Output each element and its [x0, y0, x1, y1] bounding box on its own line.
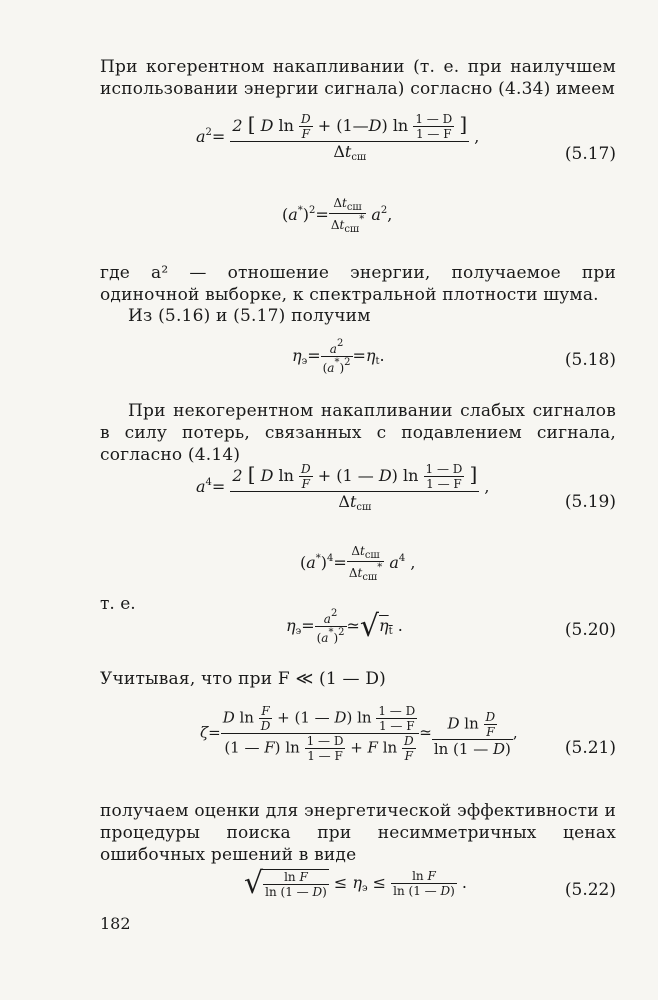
formula-eta: $\eta_э=$ $\frac{a^2}{(a^*)^2}$ $=\eta_t$.: [292, 338, 385, 375]
paragraph-coherent: При когерентном накапливании (т. е. при наилучшем использовании энергии сигнала) согласно (4.34) имеем: [100, 57, 616, 99]
paragraph-considering: Учитывая, что при F ≪ (1 — D): [100, 669, 386, 689]
paragraph-from: Из (5.16) и (5.17) получим: [128, 306, 371, 326]
formula-a-star-4: $(a^*)^4=$ $\frac{\Delta t_{сш}}{\Delta t_{сш}^*}$ $a^4$ ,: [300, 544, 416, 583]
formula-bounds: √ $\frac{\text{ln F}}{\ln (1 — D)}$ ≤ $\eta_э$ ≤ $\frac{\text{ln F}}{\ln (1 — D)}$ .: [244, 866, 467, 901]
formula-zeta: ζ= D ln $\frac{F}{D}$ + (1 — D) ln $\frac{1 — D}{1 — F}$ (1 — F) ln $\frac{1 — D}{1 — F}$ + F ln $\frac{D}{F}$ ≃ D ln $\frac{D}{F}$ ln (1 — D) ,: [200, 704, 518, 763]
paragraph-estimates: получаем оценки для энергетической эффективности и процедуры поиска при несимметричных ценах ошибочных решений в виде: [100, 801, 616, 865]
paragraph-where: где a² — отношение энергии, получаемое при одиночной выборке, к спектральной плотности шума.: [100, 263, 616, 305]
formula-a2: $a^2=$ 2 [ D ln $\frac{D}{F}$ + (1—D) ln $\frac{1 — D}{1 — F}$ ] $\overline{\Delta}t_{сш}$ ,: [196, 112, 480, 163]
equation-number-5-17: (5.17): [564, 144, 616, 164]
formula-a-star-2: $(a^*)^2=$ $\frac{\Delta t_{сш}}{\Delta t_{сш}^*}$ $a^2$,: [282, 196, 393, 235]
equation-number-5-19: (5.19): [564, 492, 616, 512]
page-number: 182: [100, 914, 131, 933]
formula-eta-approx: $\eta_э=$ $\frac{a^2}{(a^*)^2}$ $≃√\eta_t$ .: [286, 608, 403, 645]
equation-number-5-22: (5.22): [564, 880, 616, 900]
equation-number-5-21: (5.21): [564, 738, 616, 758]
paragraph-ie: т. е.: [100, 594, 136, 614]
formula-a4: $a^4=$ 2 [ D ln $\frac{D}{F}$ + (1 — D) ln $\frac{1 — D}{1 — F}$ ] $\overline{\Delta}t_{сш}$ ,: [196, 462, 490, 513]
paragraph-noncoherent: При некогерентном накапливании слабых сигналов в силу потерь, связанных с подавлением сигнала, согласно (4.14): [100, 401, 616, 465]
equation-number-5-18: (5.18): [564, 350, 616, 370]
equation-number-5-20: (5.20): [564, 620, 616, 640]
